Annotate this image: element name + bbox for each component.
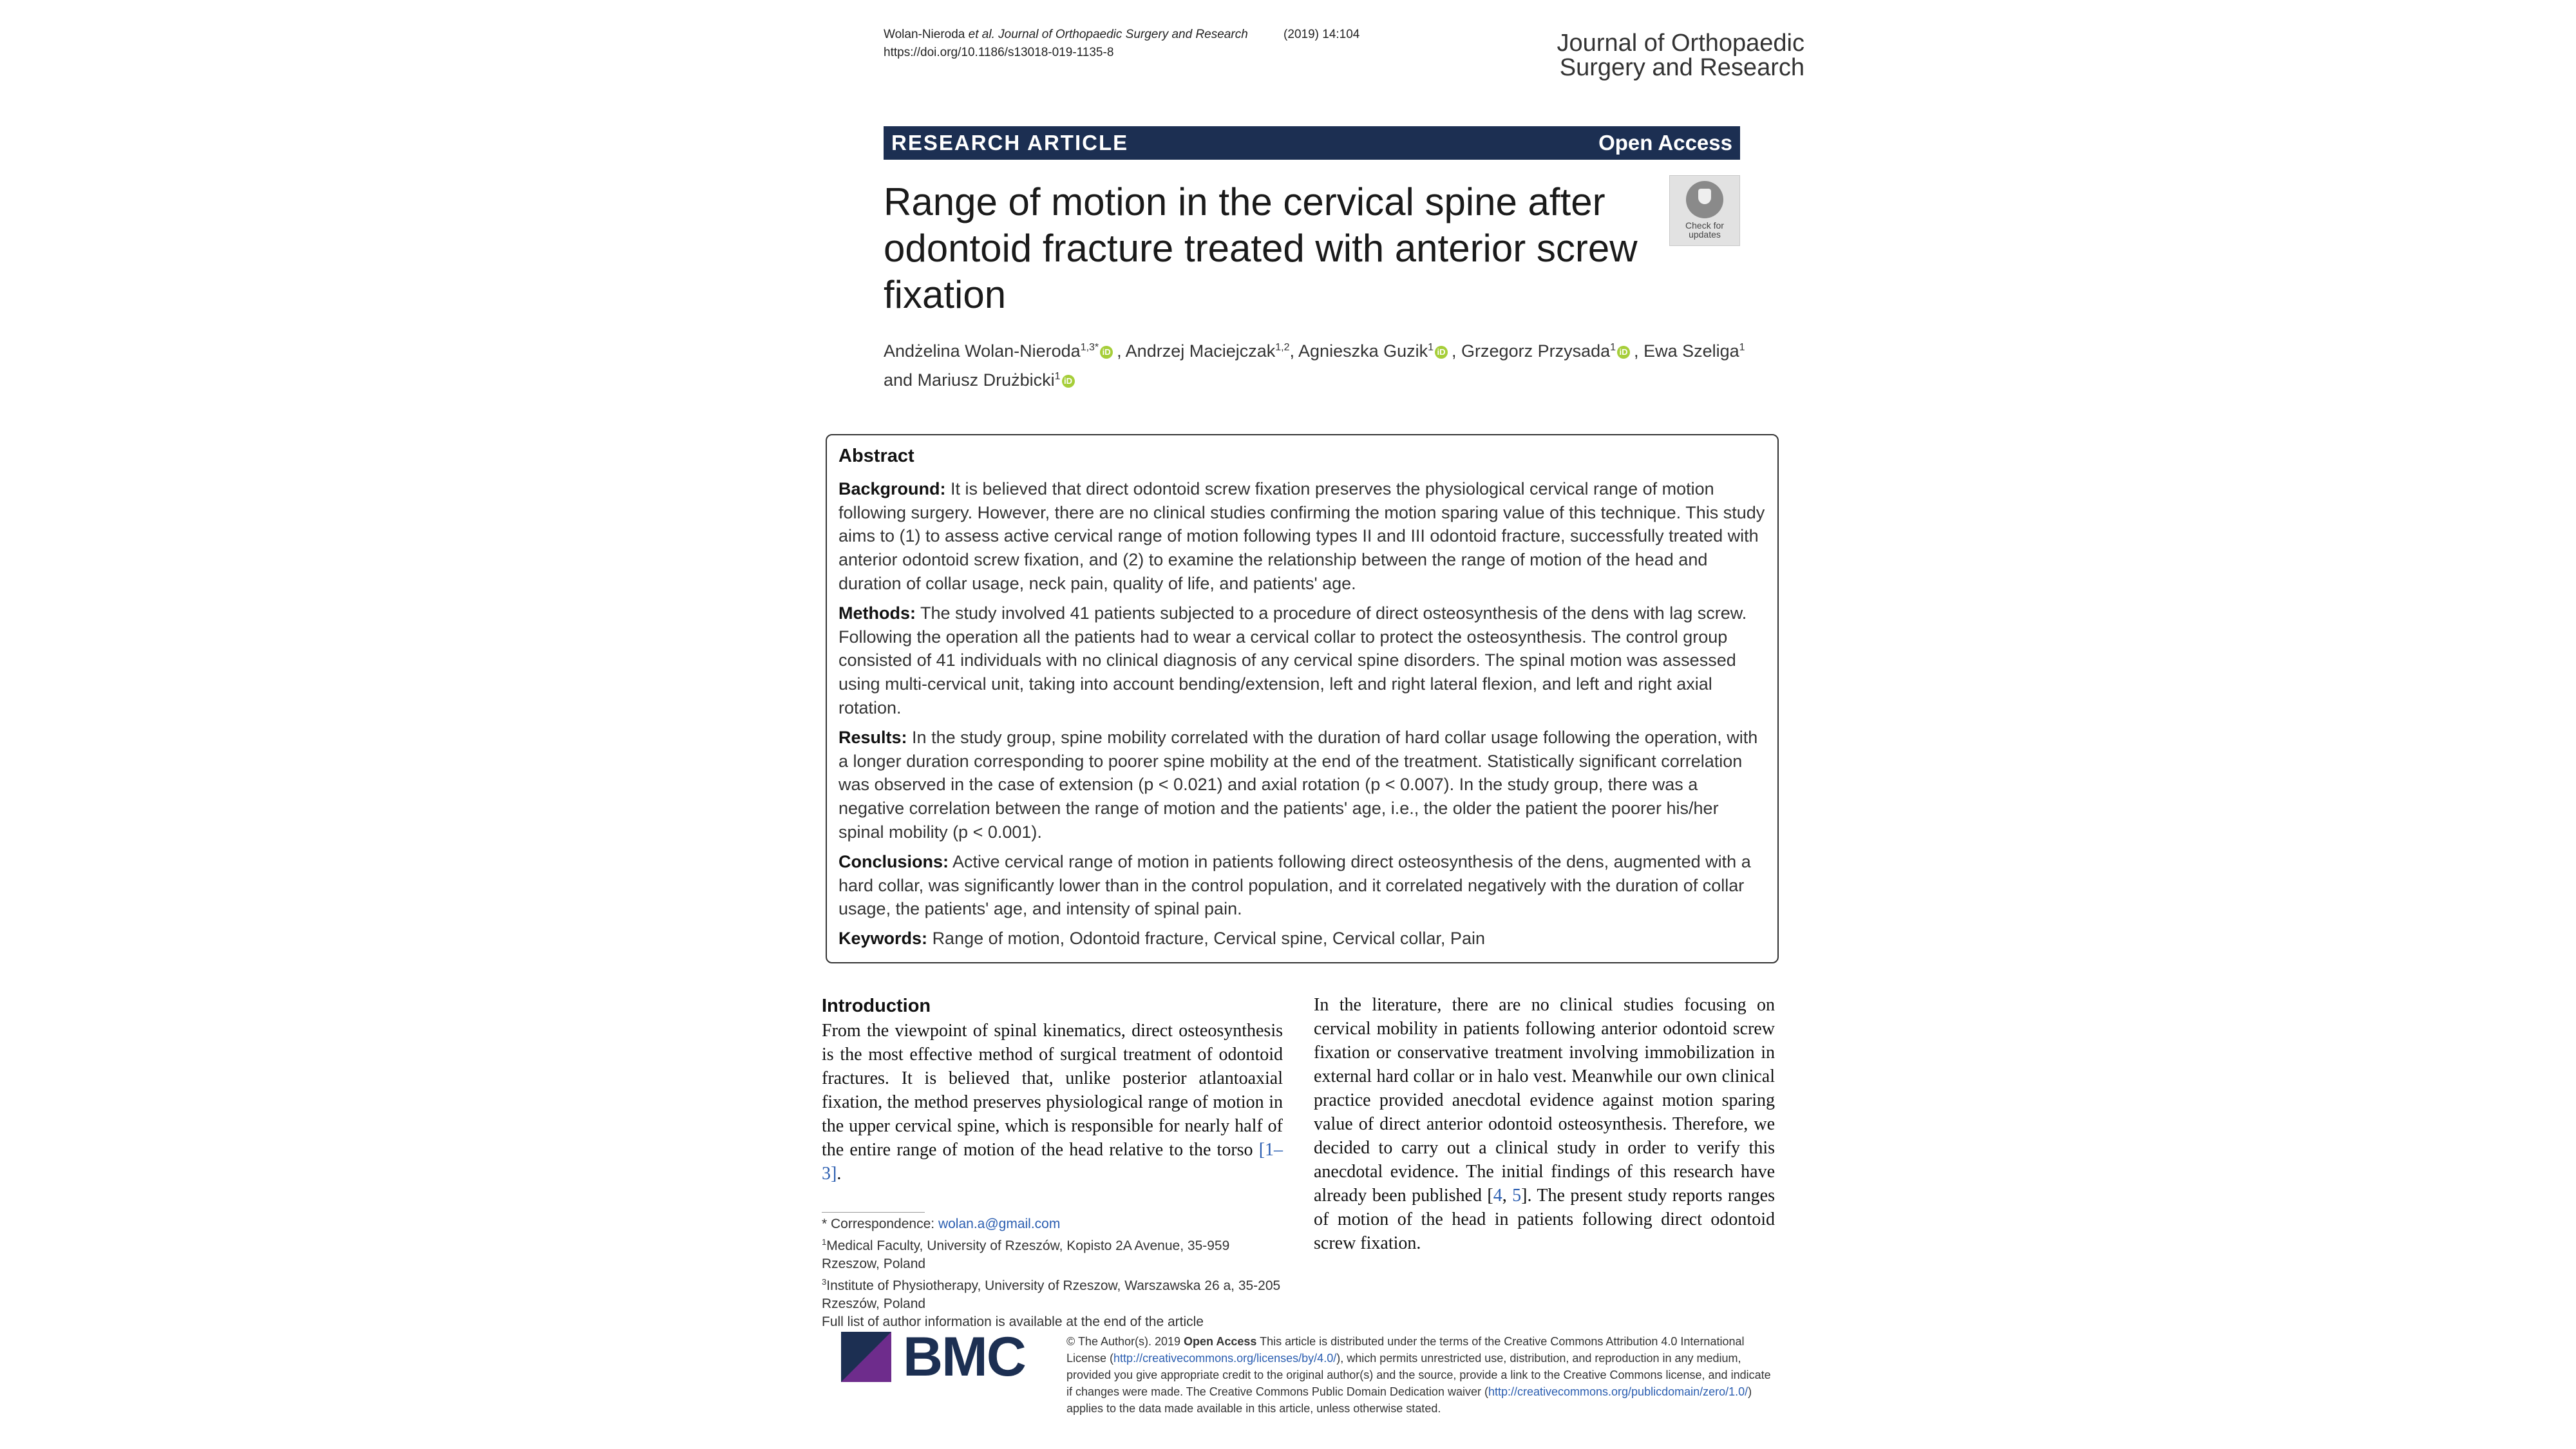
author-separator: , <box>1452 341 1462 361</box>
license-text-2: ), which permits unrestricted use, distribution, and reproduction in any medium, provided you give appropriate credit to the original author(s) and the source, provide a link to the Creative Commons license, and indicate if changes were made. The Creative Commons Public Domain Dedication waiver ( <box>1066 1352 1771 1398</box>
results-label: Results: <box>838 727 907 747</box>
license-text-1: This article is distributed under the terms of the Creative Commons Attribution 4.0 International License ( <box>1066 1335 1745 1365</box>
header-etal: et al. <box>968 28 995 41</box>
journal-logo <box>1557 31 1804 80</box>
abstract-background <box>838 477 1766 596</box>
affiliation-3-text: Institute of Physiotherapy, University of Rzeszow, Warszawska 26 a, 35-205 Rzeszów, Poland <box>822 1278 1281 1311</box>
article-type: RESEARCH ARTICLE <box>891 131 1129 155</box>
author-separator: , <box>1117 341 1126 361</box>
author-separator: and <box>884 370 918 390</box>
abstract-methods <box>838 601 1766 720</box>
license-link-zero[interactable]: http://creativecommons.org/publicdomain/zero/1.0/ <box>1488 1385 1748 1398</box>
results-text: In the study group, spine mobility correlated with the duration of hard collar usage following the operation, with a longer duration corresponding to poorer spine mobility at the end of the treatment. Statistically significant correlation was observed in the case of extension (p < 0.021) and axial rotation (p < 0.007). In the study group, there was a negative correlation between the range of motion and the patients' age, i.e., the older the patient the poorer his/her spinal mobility (p < 0.001). <box>838 727 1758 842</box>
bmc-wordmark: BMC <box>903 1325 1025 1388</box>
header-journal-ref: Journal of Orthopaedic Surgery and Research <box>998 28 1248 41</box>
abstract-box <box>826 434 1779 963</box>
bookmark-icon <box>1686 181 1723 218</box>
license-copyright: © The Author(s). 2019 <box>1066 1335 1181 1348</box>
keywords-text: Range of motion, Odontoid fracture, Cervical spine, Cervical collar, Pain <box>932 929 1485 949</box>
author-list <box>884 335 1747 393</box>
affiliation-3: $^3$Institute of Physiotherapy, University of Rzeszow, Warszawska 26 a, 35-205 Rzeszów, Poland <box>822 1277 1281 1311</box>
intro-paragraph-2: In the literature, there are no clinical studies focusing on cervical mobility in patients following anterior odontoid screw fixation or conservative treatment involving immobilization in external hard collar or in halo vest. Meanwhile our own clinical practice provided anecdotal evidence against motion sparing value of direct anterior odontoid osteosynthesis. Therefore, we decided to carry out a clinical study in order to verify this anecdotal evidence. The initial findings of this research have already been published [4, 5]. The present study reports ranges of motion of the head in patients following direct odontoid screw fixation. <box>1314 995 1776 1253</box>
orcid-icon[interactable]: iD <box>1435 346 1448 359</box>
author-name: Mariusz Drużbicki <box>917 370 1055 390</box>
header-volume: (2019) 14:104 <box>1283 28 1360 41</box>
journal-line2: Surgery and Research <box>1559 54 1804 81</box>
intro-left-text: From the viewpoint of spinal kinematics, direct osteosynthesis is the most effective method of surgical treatment of odontoid fractures. It is believed that, unlike posterior atlantoaxial fixation, the method preserves physiological range of motion in the upper cervical spine, which is responsible for nearly half of the entire range of motion of the head relative to the torso <box>822 1021 1283 1160</box>
license-text-3: ) applies to the data made available in this article, unless otherwise stated. <box>1066 1385 1752 1415</box>
author-name: Grzegorz Przysada <box>1461 341 1611 361</box>
author-name: Andrzej Maciejczak <box>1125 341 1276 361</box>
intro-right-text-1: In the literature, there are no clinical studies focusing on cervical mobility in patients following anterior odontoid screw fixation or conservative treatment involving immobilization in external hard collar or in halo vest. Meanwhile our own clinical practice provided anecdotal evidence against motion sparing value of direct anterior odontoid osteosynthesis. Therefore, we decided to carry out a clinical study in order to verify this anecdotal evidence. The initial findings of this research have already been published <box>1314 995 1775 1206</box>
orcid-icon[interactable]: iD <box>1100 346 1113 359</box>
orcid-icon[interactable]: iD <box>1617 346 1630 359</box>
author-affiliation-sup: 1 <box>1739 342 1745 353</box>
journal-line1: Journal of Orthopaedic <box>1557 30 1804 57</box>
correspondence <box>822 1215 1283 1233</box>
author-info-note: Full list of author information is available at the end of the article <box>822 1314 1204 1329</box>
author-name: Agnieszka Guzik <box>1298 341 1428 361</box>
author-affiliation-sup: 1 <box>1610 342 1616 353</box>
check-for-updates-badge[interactable] <box>1669 175 1740 246</box>
author-2[interactable] <box>1298 341 1461 361</box>
citation-link-1-3[interactable]: [1–3] <box>822 1140 1283 1184</box>
keywords-label: Keywords: <box>838 929 928 949</box>
article-page <box>822 0 1804 1449</box>
abstract-conclusions <box>838 850 1766 921</box>
abstract-heading: Abstract <box>838 446 914 466</box>
affiliation-1: $^1$Medical Faculty, University of Rzeszów, Kopisto 2A Avenue, 35-959 Rzeszow, Poland <box>822 1237 1230 1271</box>
footnotes <box>822 1212 1283 1331</box>
check-updates-line1: Check for <box>1685 220 1724 231</box>
methods-label: Methods: <box>838 603 916 623</box>
author-3[interactable] <box>1461 341 1643 361</box>
author-separator: , <box>1634 341 1644 361</box>
author-name: Ewa Szeliga <box>1643 341 1739 361</box>
license-text <box>1066 1333 1775 1417</box>
author-1[interactable] <box>1126 341 1298 361</box>
intro-right-column <box>1314 993 1775 1255</box>
correspondence-label: * Correspondence: <box>822 1217 935 1231</box>
bmc-mark-icon <box>841 1332 891 1382</box>
header-citation <box>884 26 1359 62</box>
intro-left-column <box>822 993 1283 1186</box>
citation-link-5[interactable]: 5 <box>1512 1186 1522 1206</box>
article-title: Range of motion in the cervical spine after odontoid fracture treated with anterior screw fixation <box>884 180 1638 316</box>
check-updates-line2: updates <box>1689 229 1721 240</box>
conclusions-text: Active cervical range of motion in patients following direct osteosynthesis of the dens, augmented with a hard collar, was significantly lower than in the control population, and it correlated negatively with the duration of collar usage, the patients' age, and intensity of spinal pain. <box>838 851 1751 919</box>
author-affiliation-sup: 1,2 <box>1275 342 1290 353</box>
conclusions-label: Conclusions: <box>838 851 949 871</box>
author-separator: , <box>1289 341 1299 361</box>
intro-heading: Introduction <box>822 996 931 1016</box>
check-updates-text <box>1685 221 1724 239</box>
bmc-logo <box>841 1325 1025 1388</box>
open-access-label: Open Access <box>1598 131 1732 155</box>
author-0[interactable] <box>884 341 1126 361</box>
intro-right-text-2: . The present study reports ranges of motion of the head in patients following direct odontoid screw fixation. <box>1314 1186 1776 1253</box>
orcid-icon[interactable]: iD <box>1062 375 1075 388</box>
author-affiliation-sup: 1 <box>1054 371 1061 382</box>
correspondence-email[interactable]: wolan.a@gmail.com <box>938 1217 1061 1231</box>
author-5[interactable] <box>918 370 1079 390</box>
header-authors: Wolan-Nieroda <box>884 28 965 41</box>
affiliation-1-text: Medical Faculty, University of Rzeszów, Kopisto 2A Avenue, 35-959 Rzeszow, Poland <box>822 1238 1230 1271</box>
footnote-divider <box>822 1212 925 1213</box>
methods-text: The study involved 41 patients subjected to a procedure of direct osteosynthesis of the dens with lag screw. Following the operation all the patients had to wear a cervical collar to protect the osteosynthesis. The control group consisted of 41 individuals with no clinical diagnosis of any cervical spine disorders. The spinal motion was assessed using multi-cervical unit, taking into account bending/extension, left and right lateral flexion, and left and right axial rotation. <box>838 603 1747 717</box>
intro-paragraph-1: From the viewpoint of spinal kinematics, direct osteosynthesis is the most effective method of surgical treatment of odontoid fractures. It is believed that, unlike posterior atlantoaxial fixation, the method preserves physiological range of motion in the upper cervical spine, which is responsible for nearly half of the entire range of motion of the head relative to the torso [1–3]. <box>822 1021 1283 1184</box>
author-affiliation-sup: 1,3* <box>1080 342 1099 353</box>
abstract-results <box>838 726 1766 844</box>
author-name: Andżelina Wolan-Nieroda <box>884 341 1081 361</box>
citation-link-4[interactable]: 4 <box>1493 1186 1502 1206</box>
article-type-banner <box>884 126 1740 160</box>
background-text: It is believed that direct odontoid screw fixation preserves the physiological cervical range of motion following surgery. However, there are no clinical studies confirming the motion sparing value of this technique. This study aims to (1) to assess active cervical range of motion following types II and III odontoid fracture, successfully treated with anterior odontoid screw fixation, and (2) to examine the relationship between the range of motion of the head and duration of collar usage, neck pain, quality of life, and patients' age. <box>838 478 1765 593</box>
license-open-access: Open Access <box>1184 1335 1257 1348</box>
background-label: Background: <box>838 478 946 498</box>
license-link-by[interactable]: http://creativecommons.org/licenses/by/4.0/ <box>1113 1352 1337 1365</box>
abstract-keywords <box>838 927 1766 951</box>
author-affiliation-sup: 1 <box>1428 342 1434 353</box>
header-doi[interactable]: https://doi.org/10.1186/s13018-019-1135-8 <box>884 46 1114 59</box>
